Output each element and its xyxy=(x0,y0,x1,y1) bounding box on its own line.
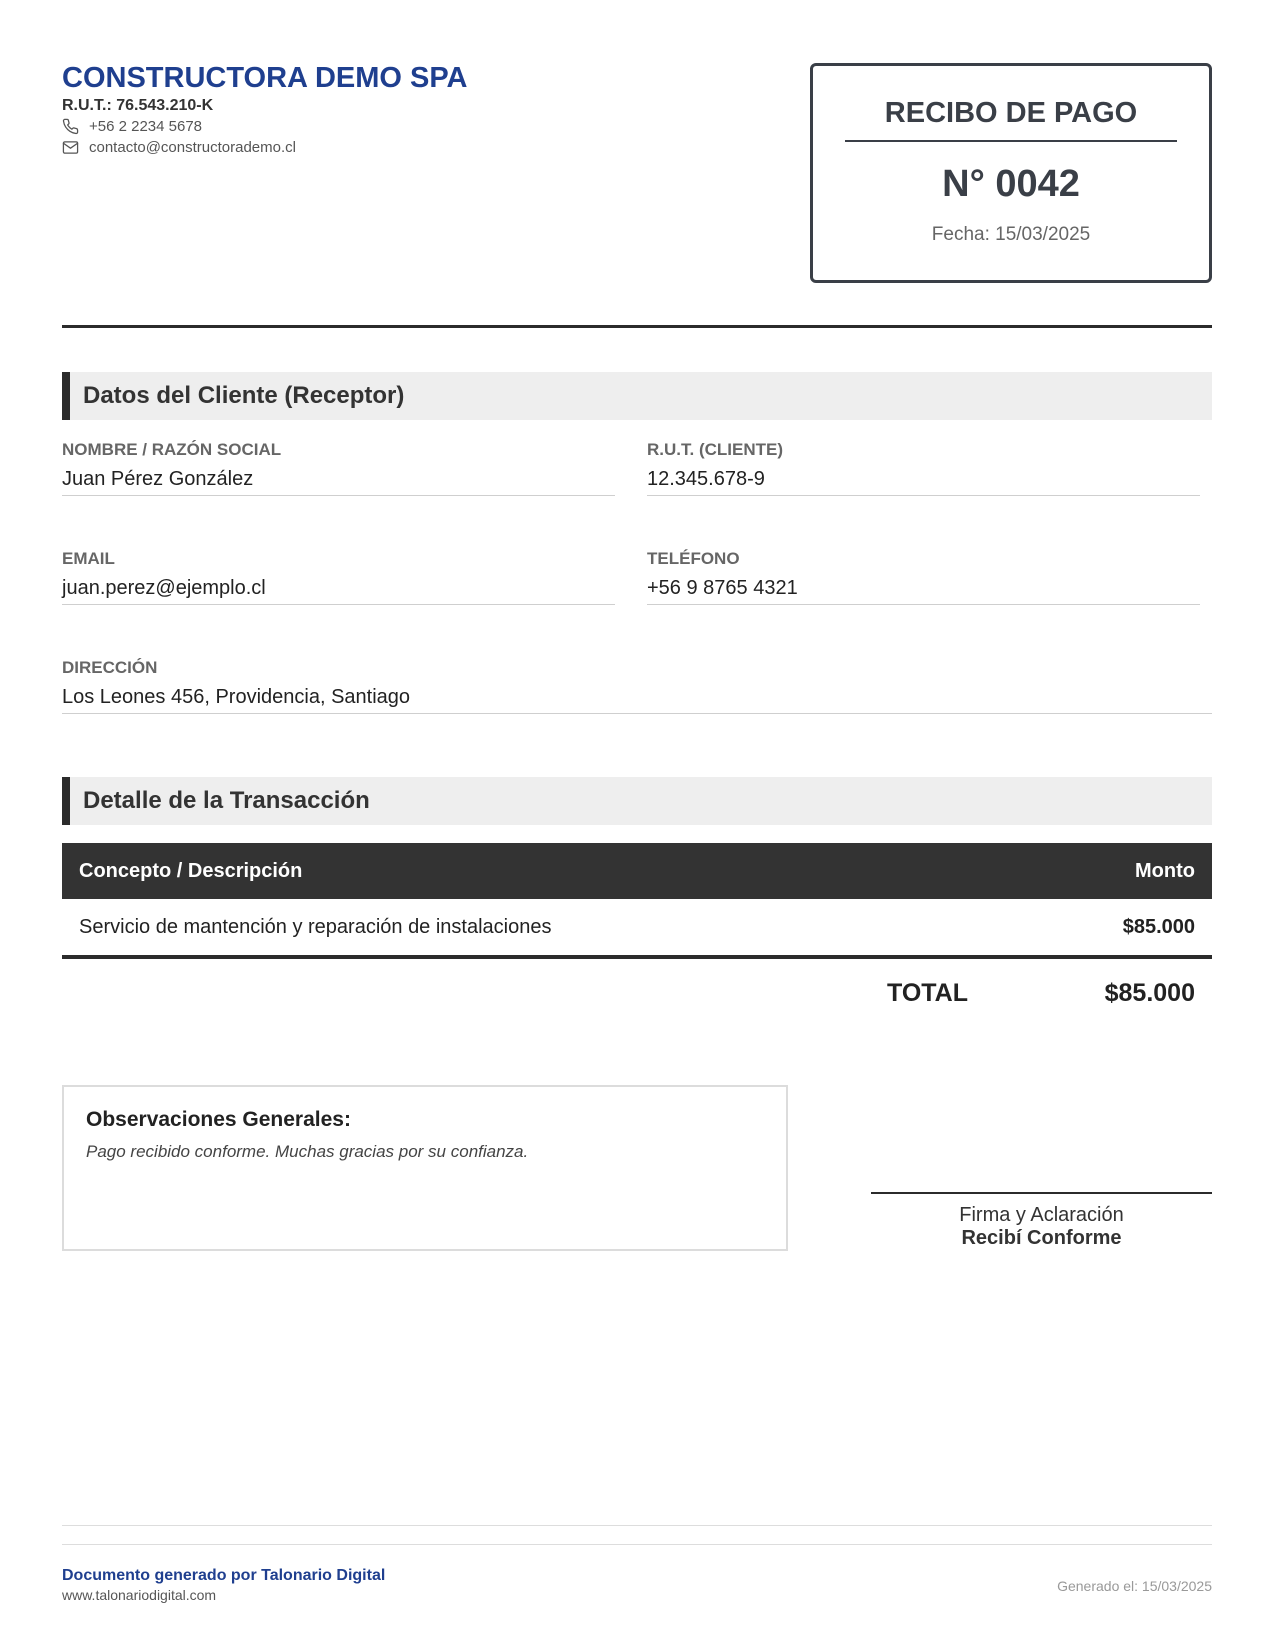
client-address-label: DIRECCIÓN xyxy=(62,658,158,677)
receipt-title: RECIBO DE PAGO xyxy=(884,97,1138,129)
receipt-box xyxy=(810,63,1212,283)
company-email: contacto@constructorademo.cl xyxy=(89,139,296,156)
transaction-section-title: Detalle de la Transacción xyxy=(83,787,370,814)
company-name: CONSTRUCTORA DEMO SPA xyxy=(62,62,468,94)
signature-subcaption: Recibí Conforme xyxy=(961,1227,1122,1249)
company-header xyxy=(62,60,622,158)
mail-icon xyxy=(62,139,79,156)
footer-generated-by: Documento generado por Talonario Digital xyxy=(62,1567,386,1584)
client-rut-label: R.U.T. (CLIENTE) xyxy=(647,440,783,459)
client-rut-field xyxy=(647,440,1200,496)
header-divider xyxy=(62,325,1212,328)
client-name-field xyxy=(62,440,615,496)
footer-divider-bottom xyxy=(62,1544,1212,1545)
table-row xyxy=(62,899,1212,959)
footer-generated-on: Generado el: 15/03/2025 xyxy=(1057,1578,1212,1594)
total-value: $85.000 xyxy=(1104,979,1195,1007)
footer-url[interactable]: www.talonariodigital.com xyxy=(62,1587,217,1603)
transaction-section-header xyxy=(62,777,1212,825)
total-label: TOTAL xyxy=(887,979,969,1007)
observations-title: Observaciones Generales: xyxy=(86,1108,351,1131)
transaction-table-header xyxy=(62,843,1212,899)
client-name-value: Juan Pérez González xyxy=(62,468,254,490)
company-phone: +56 2 2234 5678 xyxy=(89,118,203,135)
company-email-line xyxy=(62,137,622,158)
row-concept: Servicio de mantención y reparación de instalaciones xyxy=(79,916,552,938)
client-phone-label: TELÉFONO xyxy=(647,549,740,568)
client-section-title: Datos del Cliente (Receptor) xyxy=(83,382,405,409)
company-rut: R.U.T.: 76.543.210-K xyxy=(62,97,214,114)
client-phone-field xyxy=(647,549,1200,605)
footer-divider-top xyxy=(62,1525,1212,1526)
signature-caption: Firma y Aclaración xyxy=(959,1204,1124,1226)
observations-box xyxy=(62,1085,788,1251)
row-amount: $85.000 xyxy=(1122,916,1195,938)
footer-left xyxy=(62,1566,385,1604)
receipt-number: N° 0042 xyxy=(942,163,1080,205)
client-email-field xyxy=(62,549,615,605)
receipt-divider xyxy=(845,140,1177,142)
client-email-label: EMAIL xyxy=(62,549,115,568)
company-phone-line xyxy=(62,116,622,137)
client-email-value: juan.perez@ejemplo.cl xyxy=(62,577,266,599)
receipt-date: Fecha: 15/03/2025 xyxy=(931,224,1091,245)
phone-icon xyxy=(62,118,79,135)
client-address-field xyxy=(62,658,1212,714)
client-section-header xyxy=(62,372,1212,420)
client-address-value: Los Leones 456, Providencia, Santiago xyxy=(62,686,411,708)
observations-text: Pago recibido conforme. Muchas gracias por su confianza. xyxy=(86,1142,529,1161)
client-phone-value: +56 9 8765 4321 xyxy=(647,577,798,599)
signature-line xyxy=(871,1192,1212,1194)
column-header-amount: Monto xyxy=(1135,860,1195,882)
column-header-concept: Concepto / Descripción xyxy=(79,860,303,882)
client-rut-value: 12.345.678-9 xyxy=(647,468,765,490)
client-name-label: NOMBRE / RAZÓN SOCIAL xyxy=(62,440,282,459)
